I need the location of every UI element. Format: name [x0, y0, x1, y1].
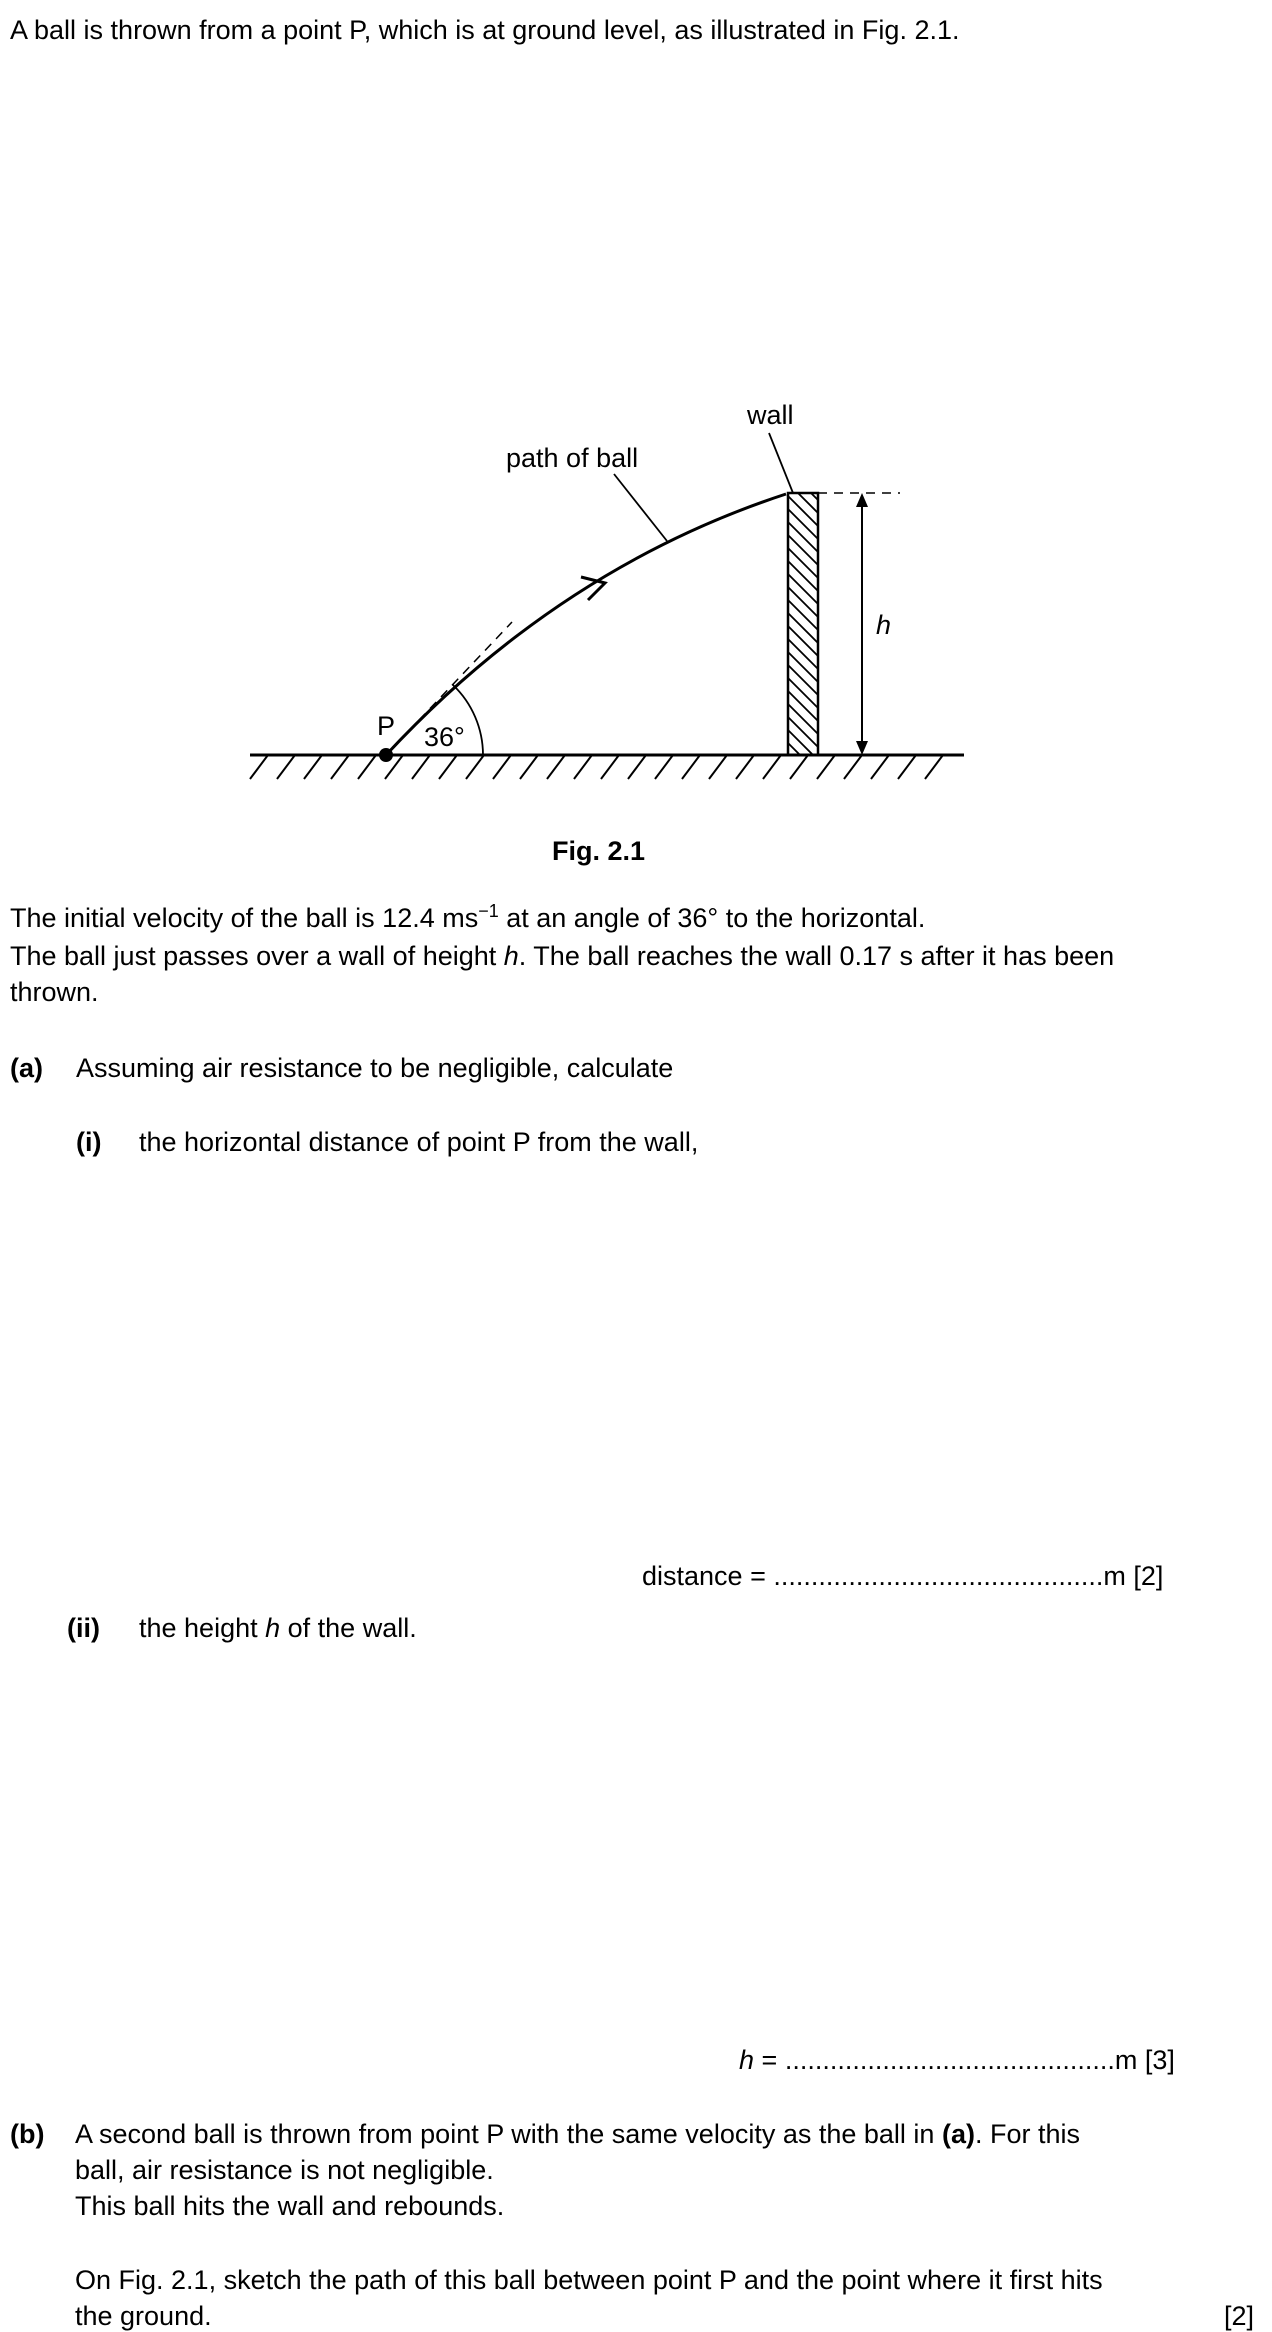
part-a-ii-label: (ii): [67, 1613, 100, 1643]
wall-hatch-mark: [788, 600, 818, 630]
point-p-marker: [379, 748, 393, 762]
part-a-label: (a): [10, 1053, 43, 1083]
wall-label-leader: [769, 433, 793, 493]
ground-hatching: [250, 755, 943, 779]
part-a-i-answer-line: [642, 1560, 1163, 1592]
height-arrow: [856, 493, 868, 755]
intro-text: A ball is thrown from a point P, which is at ground level, as illustrated in Fig. 2.1.: [10, 15, 960, 45]
part-a-ii-text: the height: [139, 1613, 266, 1643]
part-b-line-4: On Fig. 2.1, sketch the path of this ball between point P and the point where it first hits: [75, 2265, 1103, 2295]
ground-hatch-mark: [925, 755, 943, 779]
part-b-line-1-end: . For this: [974, 2119, 1080, 2149]
ground-hatch-mark: [574, 755, 592, 779]
part-a-ii-question: [139, 1612, 417, 1644]
part-b-marks: [2]: [1224, 2301, 1255, 2331]
ground-hatch-mark: [844, 755, 862, 779]
ground-hatch-mark: [250, 755, 268, 779]
ground-hatch-mark: [898, 755, 916, 779]
part-b-line-1: [75, 2118, 1080, 2150]
part-b-line-1-ref: (a): [941, 2119, 975, 2149]
ball-path: [386, 494, 786, 755]
ground-hatch-mark: [412, 755, 430, 779]
ground-hatch-mark: [304, 755, 322, 779]
velocity-sentence: [10, 902, 925, 934]
part-b-label: (b): [10, 2119, 45, 2149]
wall-hatch-mark: [788, 535, 818, 565]
wall-hatch-mark: [788, 665, 818, 695]
figure-2-1: [0, 0, 1272, 880]
ground-hatch-mark: [277, 755, 295, 779]
wall-hatch-mark: [788, 574, 818, 604]
wall-hatch-mark: [788, 782, 818, 812]
wall-height-sentence-continued: thrown.: [10, 977, 99, 1007]
wall-hatch-mark: [788, 743, 818, 773]
ground-hatch-mark: [493, 755, 511, 779]
point-p-label: P: [377, 711, 396, 741]
ground-hatch-mark: [709, 755, 727, 779]
height-answer-variable: h: [739, 2045, 755, 2075]
ground-hatch-mark: [763, 755, 781, 779]
part-a-instruction: Assuming air resistance to be negligible, calculate: [76, 1053, 674, 1083]
height-label: h: [876, 610, 892, 640]
wall-hatch-mark: [788, 509, 818, 539]
ground-hatch-mark: [331, 755, 349, 779]
wall-height-text: The ball just passes over a wall of height: [10, 941, 504, 971]
wall-height-variable: h: [503, 941, 519, 971]
part-b-line-5: the ground.: [75, 2301, 212, 2331]
height-answer-dots: ............................................: [784, 2045, 1115, 2075]
wall-hatch-mark: [788, 496, 818, 526]
ground-hatch-mark: [817, 755, 835, 779]
wall-hatch-mark: [788, 717, 818, 747]
wall-hatch-mark: [788, 626, 818, 656]
wall-hatch-mark: [788, 470, 818, 500]
part-a-i-label: (i): [76, 1127, 102, 1157]
path-label-leader: [614, 474, 667, 541]
wall-hatch-mark: [788, 691, 818, 721]
part-a-ii-variable: h: [265, 1613, 281, 1643]
velocity-unit-exponent: −1: [478, 901, 499, 921]
ground-hatch-mark: [871, 755, 889, 779]
distance-label: distance =: [642, 1561, 774, 1591]
part-b-line-2: ball, air resistance is not negligible.: [75, 2155, 494, 2185]
height-unit-marks: m [3]: [1114, 2045, 1175, 2075]
path-label: path of ball: [506, 443, 639, 473]
figure-caption: Fig. 2.1: [552, 836, 646, 866]
wall-height-sentence: [10, 940, 1114, 972]
part-a-ii-answer-line: [739, 2044, 1175, 2076]
ground-hatch-mark: [439, 755, 457, 779]
ground-hatch-mark: [520, 755, 538, 779]
ground-hatch-mark: [547, 755, 565, 779]
velocity-text-end: at an angle of 36° to the horizontal.: [498, 903, 926, 933]
height-answer-equals: =: [754, 2045, 785, 2075]
ground-hatch-mark: [601, 755, 619, 779]
wall-label: wall: [747, 400, 794, 430]
wall-hatch-mark: [788, 522, 818, 552]
distance-unit-marks: m [2]: [1103, 1561, 1164, 1591]
part-a-i-question: the horizontal distance of point P from the wall,: [139, 1127, 699, 1157]
ground-hatch-mark: [682, 755, 700, 779]
wall-hatch-mark: [788, 678, 818, 708]
velocity-text: The initial velocity of the ball is 12.4 ms: [10, 903, 479, 933]
distance-answer-dots: ............................................: [773, 1561, 1104, 1591]
wall-hatch-mark: [788, 639, 818, 669]
part-a-ii-text-end: of the wall.: [280, 1613, 417, 1643]
wall-height-text-end: . The ball reaches the wall 0.17 s after it has been: [518, 941, 1115, 971]
ground-hatch-mark: [790, 755, 808, 779]
wall-hatch-mark: [788, 769, 818, 799]
wall-hatch-mark: [788, 704, 818, 734]
wall-hatch-mark: [788, 613, 818, 643]
part-b-line-3: This ball hits the wall and rebounds.: [75, 2191, 505, 2221]
wall-hatch-mark: [788, 561, 818, 591]
ground-hatch-mark: [628, 755, 646, 779]
wall-hatch-mark: [788, 548, 818, 578]
wall-hatch-mark: [788, 587, 818, 617]
ground-hatch-mark: [736, 755, 754, 779]
ground-hatch-mark: [466, 755, 484, 779]
part-b-line-1-text: A second ball is thrown from point P with the same velocity as the ball in: [75, 2119, 942, 2149]
wall-hatch-mark: [788, 652, 818, 682]
ground-hatch-mark: [655, 755, 673, 779]
angle-label: 36°: [424, 722, 465, 752]
ground-hatch-mark: [358, 755, 376, 779]
wall-hatch-mark: [788, 483, 818, 513]
